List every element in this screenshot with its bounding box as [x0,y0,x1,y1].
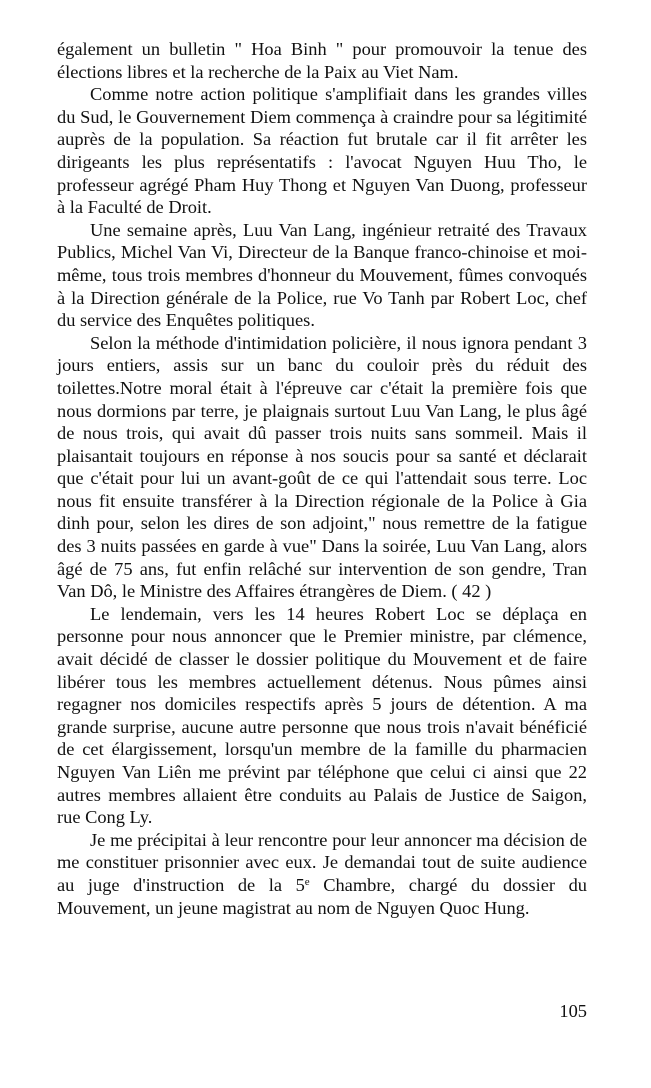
paragraph-2: Comme notre action politique s'amplifiait dans les grandes villes du Sud, le Gouvernement Diem commença à craindre pour sa légitimité auprès de la population. Sa réaction fut brutale car il fit arrêter les dirigeants les plus représentatifs : l'avocat Nguyen Huu Tho, le professeur agrégé Pham Huy Thong et Nguyen Van Duong, professeur à la Faculté de Droit. [57,84,587,218]
paragraph-6-text-a: Je me précipitai à leur rencontre pour leur annoncer ma décision de me constituer prisonnier avec eux. Je demandai tout de suite audience au juge d'instruction de la 5 [57,829,587,895]
body-text [57,38,587,919]
paragraph-6-text-b: Chambre, chargé du dossier du Mouvement, un jeune magistrat au nom de Nguyen Quoc Hung. [57,874,587,918]
paragraph-4: Selon la méthode d'intimidation policière, il nous ignora pendant 3 jours entiers, assis sur un banc du couloir près du réduit des toilettes.Notre moral était à l'épreuve car c'était la première fois que nous dormions par terre, je plaignais surtout Luu Van Lang, le plus âgé de nous trois, qui avait dû passer trois nuits sans sommeil. Mais il plaisantait toujours en réponse à nos soucis pour sa santé et déclarait que c'était pour lui un avant-goût de ce qui l'attendait sous terre. Loc nous fit ensuite transférer à la Direction régionale de la Police à Gia dinh pour, selon les dires de son adjoint," nous remettre de la fatigue des 3 nuits passées en garde à vue" Dans la soirée, Luu Van Lang, alors âgé de 75 ans, fut enfin relâché sur intervention de son gendre, Tran Van Dô, le Ministre des Affaires étrangères de Diem. ( 42 ) [57,332,587,602]
paragraph-5: Le lendemain, vers les 14 heures Robert Loc se déplaça en personne pour nous annoncer que le Premier ministre, par clémence, avait décidé de classer le dossier politique du Mouvement et de faire libérer tous les membres actuellement détenus. Nous pûmes ainsi regagner nos domiciles respectifs après 5 jours de détention. A ma grande surprise, aucune autre personne que nous trois n'avait bénéficié de cet élargissement, lorsqu'un membre de la famille du pharmacien Nguyen Van Liên me prévint par téléphone que celui ci ainsi que 22 autres membres allaient être conduits au Palais de Justice de Saigon, rue Cong Ly. [57,603,587,828]
page-number: 105 [559,1001,587,1021]
paragraph-6 [57,829,587,919]
ordinal-superscript: e [304,875,310,888]
paragraph-3: Une semaine après, Luu Van Lang, ingénieur retraité des Travaux Publics, Michel Van Vi, Directeur de la Banque franco-chinoise et moi-même, tous trois membres d'honneur du Mouvement, fûmes convoqués à la Direction générale de la Police, rue Vo Tanh par Robert Loc, chef du service des Enquêtes politiques. [57,219,587,331]
paragraph-1: également un bulletin " Hoa Binh " pour promouvoir la tenue des élections libres et la recherche de la Paix au Viet Nam. [57,39,587,82]
